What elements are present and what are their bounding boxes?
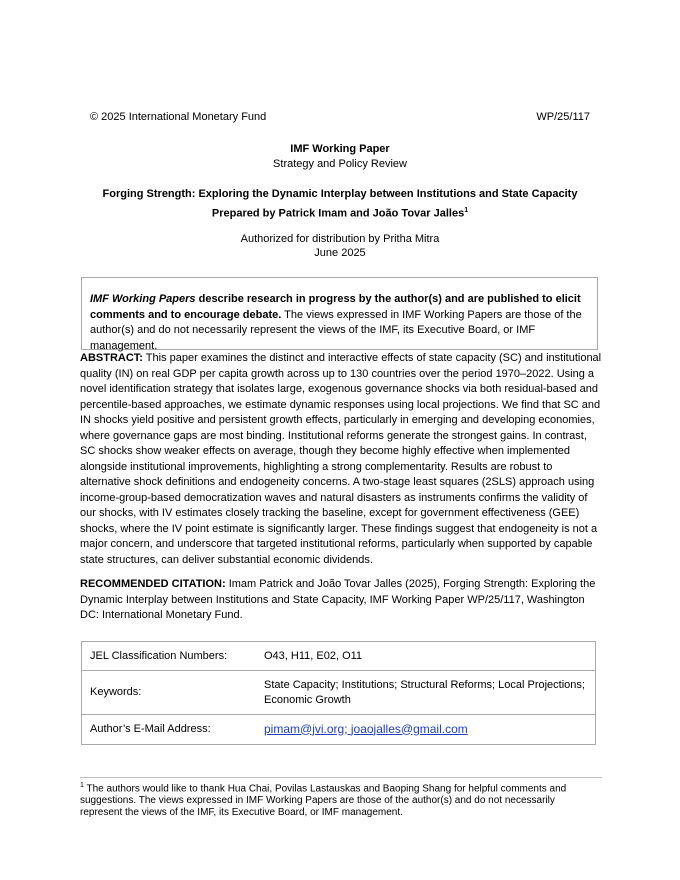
authorized-by: Authorized for distribution by Pritha Mitra [240, 233, 440, 245]
working-paper-number: WP/25/117 [536, 111, 590, 123]
abstract [80, 351, 602, 568]
copyright-notice: © 2025 International Monetary Fund [90, 111, 267, 123]
keywords-label: Keywords: [82, 671, 257, 715]
email-label: Author’s E-Mail Address: [82, 715, 257, 745]
jel-label: JEL Classification Numbers: [82, 642, 257, 671]
notice-normal-text: The views expressed in IMF Working Papers are those of the author(s) and do not necessarily represent the views of the IMF, its Executive Board, or IMF management. [90, 308, 582, 352]
footnote-text: The authors would like to thank Hua Chai, Povilas Lastauskas and Baoping Shang for helpful comments and suggestions. The views expressed in IMF Working Papers are those of the author(s) and do not necessarily represent the views of the IMF, its Executive Board, or IMF management. [80, 783, 567, 819]
table-row [82, 715, 596, 745]
publication-date: June 2025 [314, 247, 366, 259]
authors-text: Prepared by Patrick Imam and João Tovar Jalles [211, 207, 465, 220]
working-paper-notice-box [81, 277, 598, 350]
series-title: IMF Working Paper [290, 143, 390, 155]
keywords-value: State Capacity; Institutions; Structural Reforms; Local Projections; Economic Growth [256, 671, 596, 715]
notice-italic-lead: IMF Working Papers [90, 293, 196, 305]
authors-line [0, 203, 680, 222]
info-table [81, 641, 596, 745]
paper-title: Forging Strength: Exploring the Dynamic Interplay between Institutions and State Capacity [102, 188, 578, 200]
citation-text: Imam Patrick and João Tovar Jalles (2025), Forging Strength: Exploring the Dynamic Interplay between Institutions and State Capacity, IMF Working Paper WP/25/117, Washington DC: International Monetary Fund. [80, 578, 596, 621]
table-row [82, 642, 596, 671]
department-name: Strategy and Policy Review [273, 158, 407, 170]
email-link[interactable]: pimam@jvi.org; joaojalles@gmail.com [264, 721, 468, 736]
footnote-divider [80, 777, 602, 778]
footnote-number: 1 [80, 782, 84, 789]
abstract-label: ABSTRACT: [80, 352, 143, 364]
citation-label: RECOMMENDED CITATION: [80, 578, 226, 590]
jel-value: O43, H11, E02, O11 [256, 642, 596, 671]
abstract-text: This paper examines the distinct and interactive effects of state capacity (SC) and institutional quality (IN) on real GDP per capita growth across up to 130 countries over the period 1970–2022. Using a novel identification strategy that isolates large, exogenous governance shocks via both residual-based and percentile-based approaches, we estimate dynamic responses using local projections. We find that SC and IN shocks yield positive and persistent growth effects, particularly in emerging and developing economies, where governance gaps are most binding. Institutional reforms generate the strongest gains. In contrast, SC shocks show weaker effects on average, though they become highly effective when implemented alongside institutional improvements, highlighting a strong complementarity. Results are robust to alternative shock definitions and endogeneity concerns. A two-stage least squares (2SLS) approach using income-group-based democratization waves and natural disasters as instruments confirms the validity of our shocks, with IV estimates closely tracking the baseline, except for government effectiveness (GEE) shocks, where the IV point estimate is significantly larger. These findings suggest that endogeneity is not a major concern, and underscore that targeted institutional reforms, particularly when supported by capable state structures, can deliver substantial economic dividends. [80, 352, 602, 566]
footnote-marker: 1 [464, 207, 469, 214]
recommended-citation [80, 577, 602, 624]
footnote [80, 780, 590, 819]
email-cell [256, 715, 596, 745]
notice-bold-text: describe research in progress by the author(s) and are published to elicit comments and to encourage debate. [90, 293, 581, 321]
table-row [82, 671, 596, 715]
